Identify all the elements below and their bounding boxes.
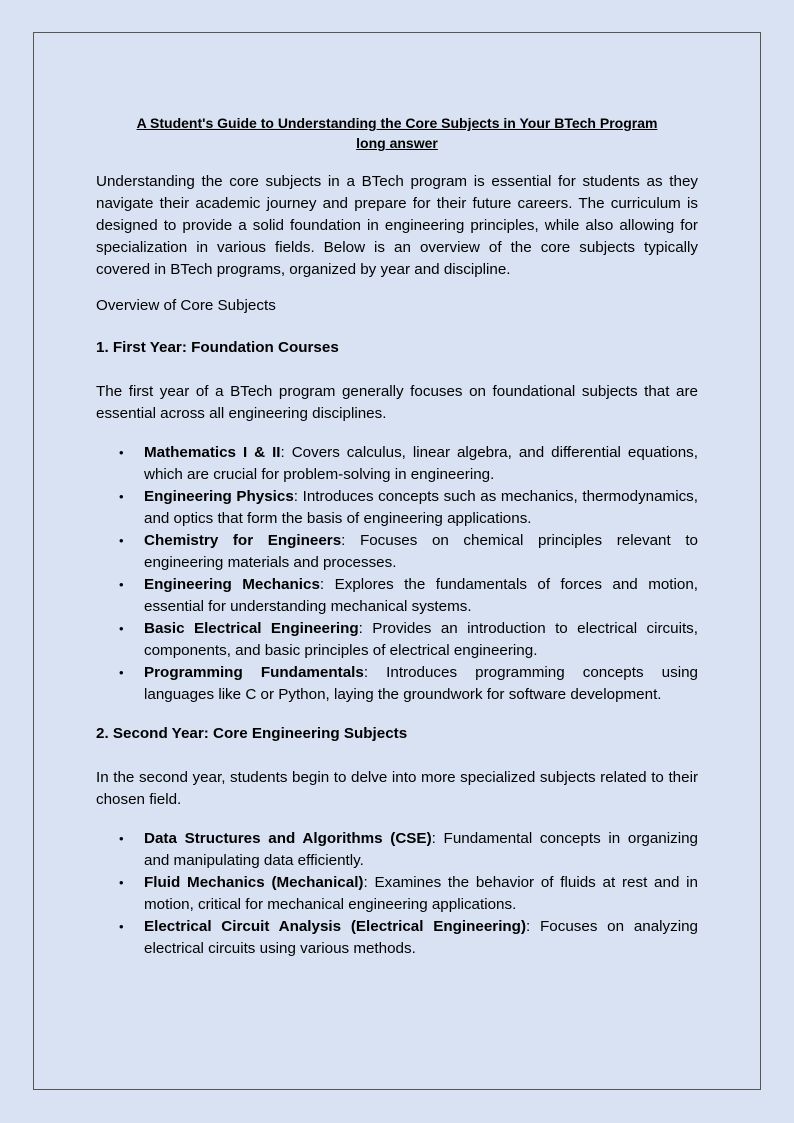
bullet-icon: • bbox=[119, 533, 124, 548]
document-title bbox=[96, 113, 698, 153]
document-body bbox=[96, 113, 698, 960]
bullet-icon: • bbox=[119, 445, 124, 460]
overview-label: Overview of Core Subjects bbox=[96, 297, 276, 314]
list-item bbox=[96, 530, 698, 574]
list-item-term: Mathematics I & II bbox=[144, 444, 281, 461]
list-item-desc: : Focuses on chemical principles relevant to engineering materials and processes. bbox=[144, 532, 698, 571]
list-item bbox=[96, 618, 698, 662]
list-item bbox=[96, 574, 698, 618]
section-2-text: In the second year, students begin to delve into more specialized subjects related to their chosen field. bbox=[96, 769, 698, 808]
bullet-icon: • bbox=[119, 665, 124, 680]
list-item bbox=[96, 872, 698, 916]
bullet-icon: • bbox=[119, 621, 124, 636]
title-line-2: long answer bbox=[356, 135, 438, 151]
list-item-desc: : Fundamental concepts in organizing and manipulating data efficiently. bbox=[144, 830, 698, 869]
list-item-desc: : Covers calculus, linear algebra, and differential equations, which are crucial for problem-solving in engineering. bbox=[144, 444, 698, 483]
list-item bbox=[96, 662, 698, 706]
list-item bbox=[96, 828, 698, 872]
list-item-desc: : Introduces programming concepts using languages like C or Python, laying the groundwork for software development. bbox=[144, 664, 698, 703]
list-item-desc: : Examines the behavior of fluids at rest and in motion, critical for mechanical engineering applications. bbox=[144, 874, 698, 913]
bullet-icon: • bbox=[119, 577, 124, 592]
list-item-desc: : Provides an introduction to electrical circuits, components, and basic principles of electrical engineering. bbox=[144, 620, 698, 659]
section-1-heading: 1. First Year: Foundation Courses bbox=[96, 339, 339, 356]
list-item-term: Chemistry for Engineers bbox=[144, 532, 342, 549]
list-item bbox=[96, 442, 698, 486]
list-item bbox=[96, 486, 698, 530]
bullet-icon: • bbox=[119, 831, 124, 846]
bullet-icon: • bbox=[119, 919, 124, 934]
list-item-desc: : Explores the fundamentals of forces and motion, essential for understanding mechanical systems. bbox=[144, 576, 699, 615]
list-item-term: Fluid Mechanics (Mechanical) bbox=[144, 874, 364, 891]
section-1-text: The first year of a BTech program generally focuses on foundational subjects that are essential across all engineering disciplines. bbox=[96, 383, 698, 422]
section-2-list bbox=[96, 828, 698, 960]
list-item-desc: : Introduces concepts such as mechanics, thermodynamics, and optics that form the basis of engineering applications. bbox=[144, 488, 698, 527]
list-item-term: Basic Electrical Engineering bbox=[144, 620, 359, 637]
intro-paragraph: Understanding the core subjects in a BTech program is essential for students as they navigate their academic journey and prepare for their future careers. The curriculum is designed to provide a solid foundation in engineering principles, while also allowing for specialization in various fields. Below is an overview of the core subjects typically covered in BTech programs, organized by year and discipline. bbox=[96, 173, 698, 278]
section-1-list bbox=[96, 442, 698, 706]
list-item-term: Data Structures and Algorithms (CSE) bbox=[144, 830, 432, 847]
list-item-term: Electrical Circuit Analysis (Electrical Engineering) bbox=[144, 918, 527, 935]
bullet-icon: • bbox=[119, 489, 124, 504]
list-item bbox=[96, 916, 698, 960]
list-item-term: Engineering Mechanics bbox=[144, 576, 320, 593]
section-2-heading: 2. Second Year: Core Engineering Subjects bbox=[96, 725, 408, 742]
list-item-term: Programming Fundamentals bbox=[144, 664, 364, 681]
title-line-1: A Student's Guide to Understanding the Core Subjects in Your BTech Program bbox=[136, 115, 658, 131]
list-item-desc: : Focuses on analyzing electrical circuits using various methods. bbox=[144, 918, 699, 957]
list-item-term: Engineering Physics bbox=[144, 488, 294, 505]
bullet-icon: • bbox=[119, 875, 124, 890]
